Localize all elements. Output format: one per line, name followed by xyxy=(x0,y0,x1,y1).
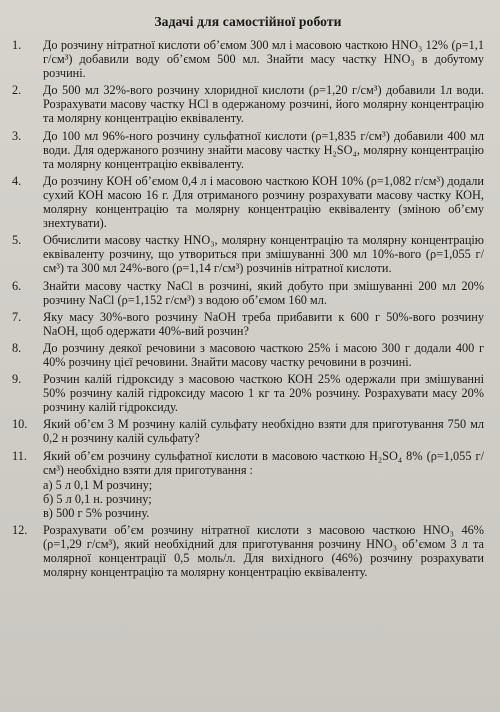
problem-number: 12. xyxy=(12,523,28,537)
problem-number: 4. xyxy=(12,173,22,188)
problem-number: 8. xyxy=(12,340,22,355)
sub-item: в) 500 г 5% розчину. xyxy=(43,505,150,520)
problem-body xyxy=(43,83,484,125)
problem-item xyxy=(12,233,484,275)
problem-text: До розчину деякої речовини з масовою часткою 25% і масою 300 г додали 400 г 40% розчину цієї речовини. Знайти масову частку речовини в розчині. xyxy=(43,340,484,369)
problem-body xyxy=(43,449,484,520)
problem-number: 3. xyxy=(12,128,22,143)
problem-body xyxy=(43,129,484,171)
sub-item: а) 5 л 0,1 М розчину; xyxy=(43,477,153,492)
problem-item xyxy=(12,449,484,520)
problem-item xyxy=(12,372,484,414)
problem-item xyxy=(12,279,484,307)
problem-body xyxy=(43,341,484,369)
problem-body xyxy=(43,233,484,275)
problem-text: Який об’єм розчину сульфатної кислоти в масовою часткою H₂SO₄ 8% (ρ=1,055 г/см³) необхідно взяти для приготування : xyxy=(43,448,484,477)
problem-body xyxy=(43,174,484,230)
sub-item: б) 5 л 0,1 н. розчину; xyxy=(43,491,152,506)
problem-body xyxy=(43,417,484,445)
problem-text: До 500 мл 32%-вого розчину хлоридної кислоти (ρ=1,20 г/см³) добавили 1л води. Розрахувати масову частку HCl в одержаному розчині, його молярну концентрацію та молярну концентрацію еквіваленту. xyxy=(43,83,484,126)
problem-number: 11. xyxy=(12,448,27,463)
page-title: Задачі для самостійної роботи xyxy=(154,14,342,29)
problem-body xyxy=(43,279,484,307)
problem-number: 5. xyxy=(12,233,22,248)
problem-text: Розрахувати об’єм розчину нітратної кислоти з масовою часткою HNO₃ 46% (ρ=1,29 г/см³), який необхідний для приготування розчину HNO₃ об’ємом 3 л та молярної концентрації 0,5 моль/л. Для вихідного (46%) розчину розрахувати молярну концентрацію та молярну концентрацію еквіваленту. xyxy=(43,523,484,580)
problem-item xyxy=(12,83,484,125)
problem-number: 1. xyxy=(12,38,22,52)
problem-item xyxy=(12,341,484,369)
problem-number: 6. xyxy=(12,278,22,293)
problem-list xyxy=(12,38,484,579)
problem-body xyxy=(43,372,484,414)
problem-item xyxy=(12,417,484,445)
problem-item xyxy=(12,523,484,579)
problem-text: Який об’єм 3 М розчину калій сульфату необхідно взяти для приготування 750 мл 0,2 н розчину калій сульфату? xyxy=(43,417,484,446)
problem-number: 2. xyxy=(12,83,22,98)
problem-item xyxy=(12,310,484,338)
problem-body xyxy=(43,523,484,579)
problem-text: Розчин калій гідроксиду з масовою часткою КОН 25% одержали при змішуванні 50% розчину калій гідроксиду масою 1 кг та 20% розчину. Розрахувати масу 20% розчину калій гідроксиду. xyxy=(43,372,484,415)
sub-list xyxy=(43,478,484,520)
problem-text: До розчину нітратної кислоти об’ємом 300 мл і масовою часткою HNO₃ 12% (ρ=1,1 г/см³) добавили воду об’ємом 500 мл. Знайти масу частку HNO₃ в добутому розчині. xyxy=(43,38,484,81)
problem-text: Обчислити масову частку HNO₃, молярну концентрацію та молярну концентрацію еквіваленту розчину, що утвориться при змішуванні 300 мл 10%-вого (ρ=1,055 г/см³) та 300 мл 24%-вого (ρ=1,14 г/см³) розчинів нітратної кислоти. xyxy=(43,233,484,276)
problem-number: 7. xyxy=(12,309,22,324)
problem-text: До 100 мл 96%-ного розчину сульфатної кислоти (ρ=1,835 г/см³) добавили 400 мл води. Для одержаного розчину знайти масову частку H₂SO₄, молярну концентрацію та молярну концентрацію еквіваленту. xyxy=(43,128,484,171)
problem-text: Яку масу 30%-вого розчину NaOH треба прибавити к 600 г 50%-вого розчину NaOH, щоб одержати 40%-вий розчин? xyxy=(43,309,484,338)
problem-item xyxy=(12,38,484,80)
problem-text: До розчину КОН об’ємом 0,4 л і масовою часткою КОН 10% (ρ=1,082 г/см³) додали сухий КОН масою 16 г. Для отриманого розчину розрахувати масову частку КОН, молярну концентрацію та молярну концентрацію еквіваленту (зміною об’єму знехтувати). xyxy=(43,173,484,231)
problem-item xyxy=(12,129,484,171)
problem-text: Знайти масову частку NaCl в розчині, який добуто при змішуванні 200 мл 20% розчину NaCl (ρ=1,152 г/см³) з водою об’ємом 160 мл. xyxy=(43,278,484,307)
problem-body xyxy=(43,38,484,80)
problem-number: 9. xyxy=(12,372,22,387)
problem-item xyxy=(12,174,484,230)
problem-number: 10. xyxy=(12,417,28,432)
problem-body xyxy=(43,310,484,338)
